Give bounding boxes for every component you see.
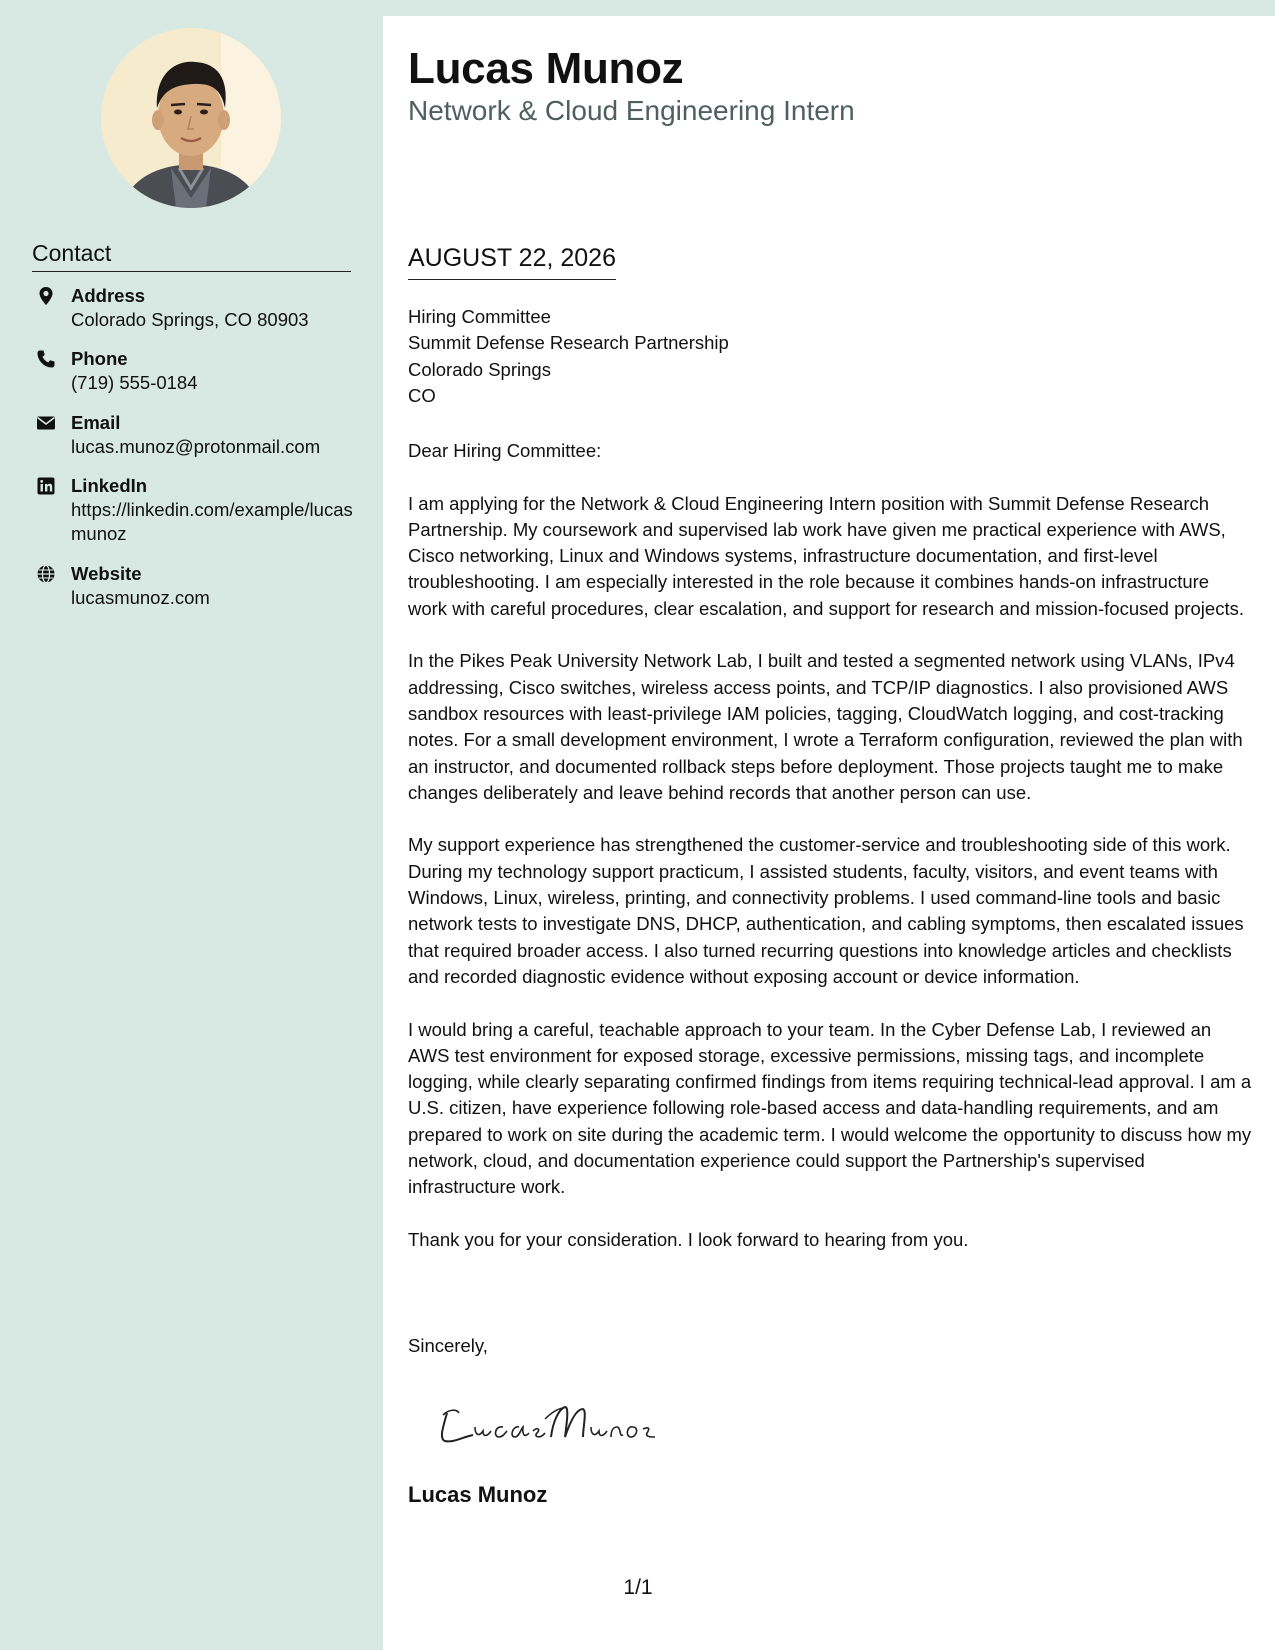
contact-website-label: Website	[71, 563, 142, 584]
contact-email-label: Email	[71, 412, 121, 433]
sidebar	[0, 0, 383, 1650]
letter-date: AUGUST 22, 2026	[408, 244, 616, 280]
applicant-name: Lucas Munoz	[408, 44, 684, 93]
contact-phone-value: (719) 555-0184	[71, 372, 198, 393]
globe-icon	[36, 564, 56, 584]
letter-body	[408, 438, 1253, 1280]
contact-email-value[interactable]: lucas.munoz@protonmail.com	[71, 436, 321, 457]
linkedin-icon	[36, 476, 56, 496]
recipient-line: Colorado Springs	[408, 358, 551, 380]
letter-paragraph: Thank you for your consideration. I look forward to hearing from you.	[408, 1228, 969, 1250]
closing: Sincerely,	[408, 1335, 488, 1356]
contact-linkedin-value[interactable]: https://linkedin.com/example/lucasmunoz	[71, 499, 353, 544]
profile-photo	[101, 28, 281, 208]
contact-phone-label: Phone	[71, 348, 128, 369]
recipient-line: Summit Defense Research Partnership	[408, 332, 729, 354]
letter-main	[383, 16, 1275, 1650]
letter-paragraph: I am applying for the Network & Cloud Engineering Intern position with Summit Defense Research Partnership. My coursework and supervised lab work have given me practical experience with AWS, Cisco networking, Linux and Windows systems, infrastructure documentation, and first-level troubleshooting. I am especially interested in the role because it combines hands-on infrastructure work with careful procedures, clear escalation, and support for research and mission-focused projects.	[408, 492, 1244, 619]
contact-address-value: Colorado Springs, CO 80903	[71, 309, 309, 330]
contact-address-label: Address	[71, 285, 146, 306]
letter-paragraph: My support experience has strengthened the customer-service and troubleshooting side of this work. During my technology support practicum, I assisted students, faculty, visitors, and event teams with Windows, Linux, wireless, printing, and connectivity problems. I used command-line tools and basic network tests to investigate DNS, DHCP, authentication, and cabling symptoms, then escalated issues that required broader access. I also turned recurring questions into knowledge articles and checklists and recorded diagnostic evidence without exposing account or device information.	[408, 834, 1244, 987]
handwritten-signature	[433, 1391, 673, 1461]
envelope-icon	[36, 413, 56, 433]
signer-name: Lucas Munoz	[408, 1482, 548, 1507]
letter-paragraph: In the Pikes Peak University Network Lab, I built and tested a segmented network using VLANs, IPv4 addressing, Cisco switches, wireless access points, and TCP/IP diagnostics. I also provisioned AWS sandbox resources with least-privilege IAM policies, tagging, CloudWatch logging, and cost-tracking notes. For a small development environment, I wrote a Terraform configuration, reviewed the plan with an instructor, and documented rollback steps before deployment. Those projects taught me to make changes deliberately and leave behind records that another person can use.	[408, 650, 1243, 803]
recipient-line: CO	[408, 384, 436, 406]
applicant-title: Network & Cloud Engineering Intern	[408, 95, 855, 126]
location-pin-icon	[36, 286, 56, 306]
page-number: 1/1	[623, 1576, 653, 1599]
contact-website-value[interactable]: lucasmunoz.com	[71, 587, 210, 608]
contact-linkedin-label: LinkedIn	[71, 475, 148, 496]
recipient-block	[408, 304, 729, 409]
phone-icon	[36, 349, 56, 369]
contact-heading: Contact	[32, 240, 351, 272]
recipient-line: Hiring Committee	[408, 306, 551, 327]
letter-paragraph: I would bring a careful, teachable approach to your team. In the Cyber Defense Lab, I reviewed an AWS test environment for exposed storage, excessive permissions, missing tags, and incomplete logging, while clearly separating confirmed findings from items requiring technical-lead approval. I am a U.S. citizen, have experience following role-based access and data-handling requirements, and am prepared to work on site during the academic term. I would welcome the opportunity to discuss how my network, cloud, and documentation experience could support the Partnership's supervised infrastructure work.	[408, 1018, 1252, 1198]
salutation: Dear Hiring Committee:	[408, 440, 602, 461]
